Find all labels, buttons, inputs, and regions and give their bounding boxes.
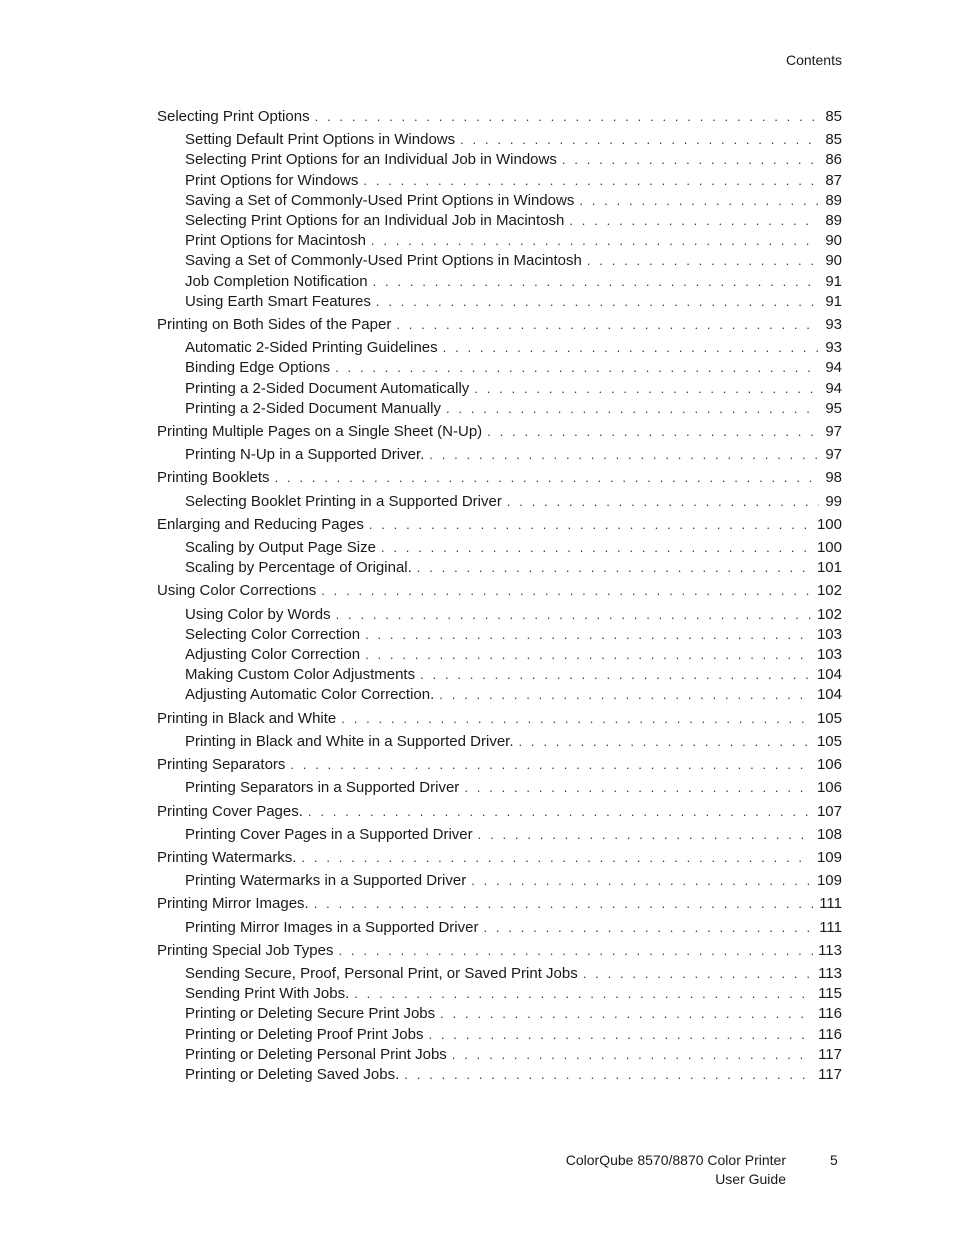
toc-page-number: 116 bbox=[818, 1025, 842, 1043]
toc-page-number: 91 bbox=[825, 272, 842, 290]
toc-dot-leader bbox=[579, 191, 819, 211]
toc-subsection-entry[interactable] bbox=[157, 625, 842, 645]
toc-section-entry[interactable] bbox=[157, 515, 842, 535]
toc-page-number: 109 bbox=[816, 848, 842, 866]
toc-dot-leader bbox=[464, 778, 812, 798]
toc-subsection-entry[interactable] bbox=[157, 918, 842, 938]
toc-dot-leader bbox=[483, 918, 814, 938]
toc-entry-title: Selecting Print Options bbox=[157, 108, 310, 125]
toc-dot-leader bbox=[478, 825, 812, 845]
toc-dot-leader bbox=[381, 538, 812, 558]
toc-page-number: 104 bbox=[816, 666, 842, 684]
toc-dot-leader bbox=[439, 685, 812, 705]
toc-subsection-entry[interactable] bbox=[157, 130, 842, 150]
toc-subsection-entry[interactable] bbox=[157, 964, 842, 984]
toc-section-entry[interactable] bbox=[157, 941, 842, 961]
toc-entry-title: Printing a 2-Sided Document Automatically bbox=[185, 379, 470, 397]
running-header: Contents bbox=[785, 52, 842, 68]
toc-subsection-entry[interactable] bbox=[157, 1025, 842, 1045]
toc-entry-title: Selecting Color Correction bbox=[185, 625, 361, 643]
toc-subsection-entry[interactable] bbox=[157, 1045, 842, 1065]
toc-subsection-entry[interactable] bbox=[157, 231, 842, 251]
toc-entry-title: Selecting Print Options for an Individual Job in Windows bbox=[185, 151, 557, 169]
toc-subsection-entry[interactable] bbox=[157, 492, 842, 512]
toc-entry-title: Printing Cover Pages. bbox=[157, 802, 303, 820]
toc-entry-title: Scaling by Percentage of Original. bbox=[185, 559, 412, 577]
toc-section-entry[interactable] bbox=[157, 709, 842, 729]
toc-page-number: 109 bbox=[816, 872, 842, 890]
toc-section-entry[interactable] bbox=[157, 315, 842, 335]
toc-page-number: 105 bbox=[816, 709, 842, 727]
toc-dot-leader bbox=[335, 358, 819, 378]
toc-page-number: 97 bbox=[825, 423, 842, 441]
toc-page-number: 102 bbox=[816, 582, 842, 600]
toc-page-number: 98 bbox=[825, 469, 842, 487]
toc-dot-leader bbox=[507, 492, 819, 512]
toc-page-number: 106 bbox=[816, 756, 842, 774]
toc-entry-title: Binding Edge Options bbox=[185, 359, 331, 377]
toc-section-entry[interactable] bbox=[157, 581, 842, 601]
toc-dot-leader bbox=[301, 848, 811, 868]
toc-entry-title: Sending Print With Jobs. bbox=[185, 985, 350, 1003]
page-footer bbox=[566, 1151, 786, 1189]
toc-entry-title: Printing Booklets bbox=[157, 469, 270, 487]
toc-dot-leader bbox=[365, 645, 812, 665]
toc-dot-leader bbox=[443, 338, 819, 358]
toc-page-number: 102 bbox=[816, 605, 842, 623]
toc-subsection-entry[interactable] bbox=[157, 358, 842, 378]
toc-page-number: 91 bbox=[825, 292, 842, 310]
footer-product: ColorQube 8570/8870 Color Printer bbox=[565, 1152, 786, 1168]
toc-section-entry[interactable] bbox=[157, 802, 842, 822]
toc-dot-leader bbox=[452, 1045, 813, 1065]
toc-subsection-entry[interactable] bbox=[157, 191, 842, 211]
toc-page-number: 111 bbox=[819, 918, 842, 936]
toc-entry-title: Printing Mirror Images. bbox=[157, 895, 309, 913]
toc-dot-leader bbox=[365, 625, 812, 645]
toc-page-number: 90 bbox=[825, 232, 842, 250]
toc-page-number: 93 bbox=[825, 316, 842, 334]
toc-dot-leader bbox=[404, 1065, 813, 1085]
toc-dot-leader bbox=[339, 941, 814, 961]
toc-page-number: 117 bbox=[818, 1065, 842, 1083]
toc-page-number: 86 bbox=[825, 151, 842, 169]
toc-entry-title: Setting Default Print Options in Windows bbox=[185, 131, 456, 149]
toc-page-number: 106 bbox=[816, 779, 842, 797]
toc-dot-leader bbox=[562, 150, 819, 170]
toc-dot-leader bbox=[373, 272, 819, 292]
footer-doc-title: User Guide bbox=[715, 1171, 786, 1187]
toc-page-number: 101 bbox=[816, 559, 842, 577]
toc-subsection-entry[interactable] bbox=[157, 379, 842, 399]
toc-subsection-entry[interactable] bbox=[157, 272, 842, 292]
toc-subsection-entry[interactable] bbox=[157, 605, 842, 625]
toc-subsection-entry[interactable] bbox=[157, 538, 842, 558]
toc-page-number: 99 bbox=[825, 492, 842, 510]
toc-page-number: 113 bbox=[818, 964, 842, 982]
toc-section-entry[interactable] bbox=[157, 422, 842, 442]
toc-dot-leader bbox=[440, 1004, 813, 1024]
toc-page-number: 93 bbox=[825, 339, 842, 357]
toc-entry-title: Using Color Corrections bbox=[157, 582, 317, 600]
table-of-contents bbox=[157, 107, 842, 1085]
toc-subsection-entry[interactable] bbox=[157, 338, 842, 358]
toc-subsection-entry[interactable] bbox=[157, 292, 842, 312]
toc-page-number: 87 bbox=[825, 171, 842, 189]
toc-dot-leader bbox=[428, 1025, 813, 1045]
toc-entry-title: Saving a Set of Commonly-Used Print Options in Windows bbox=[185, 191, 575, 209]
toc-dot-leader bbox=[315, 107, 819, 127]
toc-page-number: 89 bbox=[825, 212, 842, 230]
toc-entry-title: Selecting Booklet Printing in a Supported Driver bbox=[185, 492, 502, 510]
toc-page-number: 105 bbox=[816, 732, 842, 750]
toc-dot-leader bbox=[369, 515, 812, 535]
toc-subsection-entry[interactable] bbox=[157, 871, 842, 891]
toc-section-entry[interactable] bbox=[157, 468, 842, 488]
toc-subsection-entry[interactable] bbox=[157, 984, 842, 1004]
toc-entry-title: Printing in Black and White bbox=[157, 709, 337, 727]
toc-subsection-entry[interactable] bbox=[157, 1065, 842, 1085]
toc-page-number: 117 bbox=[818, 1045, 842, 1063]
toc-section-entry[interactable] bbox=[157, 755, 842, 775]
toc-entry-title: Printing Multiple Pages on a Single Sheet (N-Up) bbox=[157, 423, 483, 441]
toc-entry-title: Printing Special Job Types bbox=[157, 941, 334, 959]
toc-dot-leader bbox=[420, 665, 812, 685]
toc-page-number: 113 bbox=[818, 941, 842, 959]
toc-dot-leader bbox=[275, 468, 819, 488]
toc-entry-title: Printing or Deleting Proof Print Jobs bbox=[185, 1025, 424, 1043]
toc-page-number: 85 bbox=[825, 131, 842, 149]
toc-page-number: 103 bbox=[816, 646, 842, 664]
toc-entry-title: Printing Separators in a Supported Driver bbox=[185, 779, 460, 797]
toc-entry-title: Job Completion Notification bbox=[185, 272, 368, 290]
toc-entry-title: Saving a Set of Commonly-Used Print Options in Macintosh bbox=[185, 252, 582, 270]
toc-subsection-entry[interactable] bbox=[157, 1004, 842, 1024]
toc-entry-title: Printing or Deleting Personal Print Jobs bbox=[185, 1045, 447, 1063]
toc-entry-title: Printing on Both Sides of the Paper bbox=[157, 316, 392, 334]
toc-dot-leader bbox=[341, 709, 812, 729]
toc-subsection-entry[interactable] bbox=[157, 399, 842, 419]
toc-dot-leader bbox=[290, 755, 812, 775]
toc-dot-leader bbox=[460, 130, 819, 150]
toc-subsection-entry[interactable] bbox=[157, 150, 842, 170]
toc-subsection-entry[interactable] bbox=[157, 171, 842, 191]
toc-entry-title: Sending Secure, Proof, Personal Print, or Saved Print Jobs bbox=[185, 964, 578, 982]
toc-dot-leader bbox=[583, 964, 813, 984]
toc-entry-title: Printing Mirror Images in a Supported Driver bbox=[185, 918, 479, 936]
toc-dot-leader bbox=[429, 445, 819, 465]
toc-page-number: 115 bbox=[818, 985, 842, 1003]
toc-dot-leader bbox=[363, 171, 819, 191]
toc-dot-leader bbox=[354, 984, 813, 1004]
toc-page-number: 100 bbox=[816, 515, 842, 533]
toc-dot-leader bbox=[519, 732, 812, 752]
toc-entry-title: Selecting Print Options for an Individual Job in Macintosh bbox=[185, 212, 565, 230]
toc-page-number: 111 bbox=[819, 895, 842, 913]
toc-dot-leader bbox=[376, 292, 819, 312]
toc-page-number: 94 bbox=[825, 359, 842, 377]
toc-page-number: 95 bbox=[825, 399, 842, 417]
toc-entry-title: Adjusting Automatic Color Correction. bbox=[185, 686, 435, 704]
toc-dot-leader bbox=[471, 871, 812, 891]
toc-subsection-entry[interactable] bbox=[157, 685, 842, 705]
toc-entry-title: Printing Watermarks. bbox=[157, 848, 297, 866]
toc-entry-title: Automatic 2-Sided Printing Guidelines bbox=[185, 339, 438, 357]
toc-entry-title: Printing or Deleting Saved Jobs. bbox=[185, 1065, 400, 1083]
toc-dot-leader bbox=[569, 211, 819, 231]
toc-subsection-entry[interactable] bbox=[157, 211, 842, 231]
toc-entry-title: Scaling by Output Page Size bbox=[185, 539, 376, 557]
toc-entry-title: Printing in Black and White in a Supported Driver. bbox=[185, 732, 514, 750]
toc-section-entry[interactable] bbox=[157, 848, 842, 868]
toc-entry-title: Printing N-Up in a Supported Driver. bbox=[185, 446, 425, 464]
toc-subsection-entry[interactable] bbox=[157, 732, 842, 752]
toc-section-entry[interactable] bbox=[157, 107, 842, 127]
toc-page-number: 116 bbox=[818, 1005, 842, 1023]
toc-entry-title: Enlarging and Reducing Pages bbox=[157, 515, 364, 533]
toc-dot-leader bbox=[371, 231, 819, 251]
toc-subsection-entry[interactable] bbox=[157, 645, 842, 665]
toc-dot-leader bbox=[446, 399, 819, 419]
toc-entry-title: Printing Watermarks in a Supported Driver bbox=[185, 872, 467, 890]
toc-page-number: 90 bbox=[825, 252, 842, 270]
toc-page-number: 103 bbox=[816, 625, 842, 643]
toc-page-number: 97 bbox=[825, 446, 842, 464]
toc-page-number: 100 bbox=[816, 539, 842, 557]
toc-dot-leader bbox=[308, 802, 812, 822]
toc-entry-title: Printing Separators bbox=[157, 756, 286, 774]
toc-entry-title: Print Options for Windows bbox=[185, 171, 359, 189]
toc-entry-title: Making Custom Color Adjustments bbox=[185, 666, 416, 684]
toc-page-number: 107 bbox=[816, 802, 842, 820]
toc-dot-leader bbox=[336, 605, 812, 625]
toc-page-number: 108 bbox=[816, 825, 842, 843]
toc-subsection-entry[interactable] bbox=[157, 825, 842, 845]
toc-subsection-entry[interactable] bbox=[157, 665, 842, 685]
page-number: 5 bbox=[830, 1152, 838, 1168]
toc-entry-title: Printing Cover Pages in a Supported Driver bbox=[185, 825, 473, 843]
toc-entry-title: Using Color by Words bbox=[185, 605, 331, 623]
toc-dot-leader bbox=[314, 894, 814, 914]
toc-entry-title: Print Options for Macintosh bbox=[185, 232, 366, 250]
toc-page-number: 85 bbox=[825, 108, 842, 125]
toc-page-number: 89 bbox=[825, 191, 842, 209]
toc-dot-leader bbox=[587, 251, 819, 271]
toc-dot-leader bbox=[321, 581, 812, 601]
toc-subsection-entry[interactable] bbox=[157, 778, 842, 798]
toc-entry-title: Using Earth Smart Features bbox=[185, 292, 371, 310]
toc-dot-leader bbox=[474, 379, 819, 399]
toc-entry-title: Printing a 2-Sided Document Manually bbox=[185, 399, 441, 417]
toc-subsection-entry[interactable] bbox=[157, 445, 842, 465]
toc-entry-title: Printing or Deleting Secure Print Jobs bbox=[185, 1005, 436, 1023]
toc-dot-leader bbox=[417, 558, 812, 578]
toc-subsection-entry[interactable] bbox=[157, 251, 842, 271]
toc-entry-title: Adjusting Color Correction bbox=[185, 646, 361, 664]
toc-dot-leader bbox=[487, 422, 819, 442]
toc-page-number: 94 bbox=[825, 379, 842, 397]
toc-page-number: 104 bbox=[816, 686, 842, 704]
toc-dot-leader bbox=[396, 315, 819, 335]
toc-subsection-entry[interactable] bbox=[157, 558, 842, 578]
toc-section-entry[interactable] bbox=[157, 894, 842, 914]
